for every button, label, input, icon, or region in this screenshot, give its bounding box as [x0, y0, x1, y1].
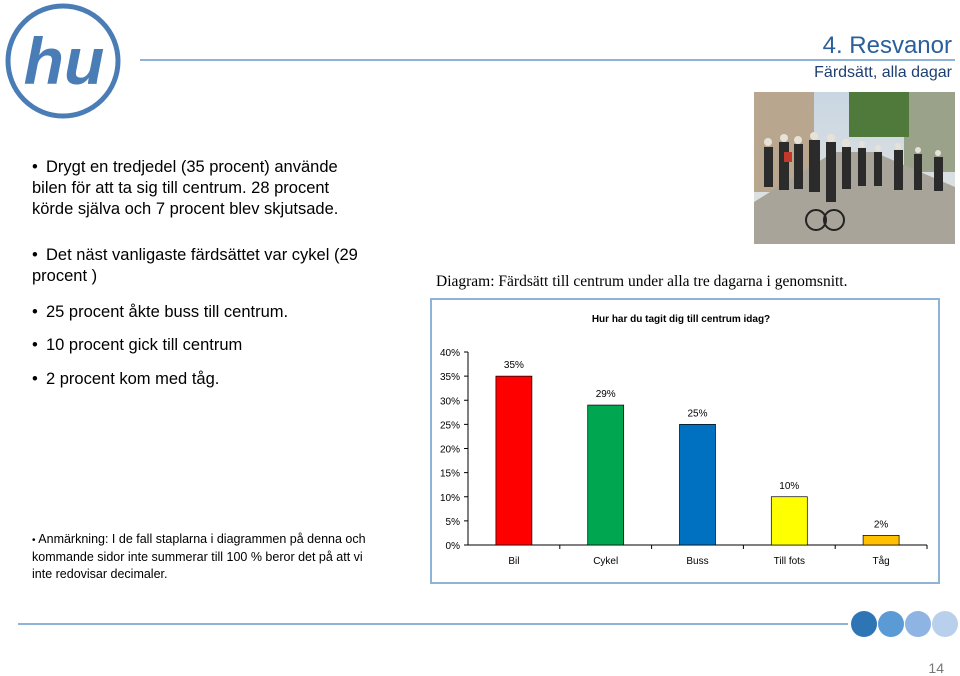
- footer-circle: [932, 611, 958, 637]
- section-title: 4. Resvanor: [822, 32, 952, 59]
- bullet-dot: •: [32, 158, 38, 176]
- footer-circle: [878, 611, 904, 637]
- y-tick-label: 5%: [445, 516, 460, 528]
- y-tick-label: 10%: [439, 492, 460, 504]
- footer-rule: [18, 623, 848, 625]
- x-tick-label: Bil: [508, 556, 520, 567]
- street-photo: [754, 92, 955, 244]
- bar: [680, 424, 716, 545]
- bar: [588, 405, 624, 545]
- y-tick-label: 25%: [439, 420, 460, 432]
- bullet-dot: •: [32, 303, 38, 321]
- section-subtitle: Färdsätt, alla dagar: [814, 64, 952, 81]
- bullet-dot: •: [32, 535, 39, 546]
- footer-circle: [851, 611, 877, 637]
- hu-logo: [4, 2, 122, 120]
- x-tick-label: Till fots: [773, 556, 805, 567]
- y-tick-label: 40%: [439, 348, 460, 359]
- bullet-train: • 2 procent kom med tåg.: [32, 370, 220, 388]
- bullet-dot: •: [32, 246, 38, 264]
- data-label: 35%: [503, 360, 524, 372]
- note: • Anmärkning: I de fall staplarna i diagrammen på denna och kommande sidor inte summerar till 100 % beror det på att vi inte redovisar decimaler.: [32, 532, 366, 581]
- data-label: 25%: [687, 408, 708, 420]
- svg-text:hu: hu: [23, 24, 105, 98]
- y-tick-label: 20%: [439, 444, 460, 456]
- bullet-walk: • 10 procent gick till centrum: [32, 336, 243, 354]
- chart-title: Hur har du tagit dig till centrum idag?: [591, 314, 771, 325]
- bullet-bus: • 25 procent åkte buss till centrum.: [32, 303, 289, 321]
- y-tick-label: 35%: [439, 372, 460, 384]
- diagram-caption: Diagram: Färdsätt till centrum under alla tre dagarna i genomsnitt.: [436, 273, 848, 290]
- bullet-car: • Drygt en tredjedel (35 procent) använde bilen för att ta sig till centrum. 28 procent körde själva och 7 procent blev skjutsade.: [32, 158, 339, 218]
- data-label: 10%: [779, 480, 800, 492]
- page-number: 14: [928, 660, 944, 676]
- bar: [771, 497, 807, 545]
- x-tick-label: Buss: [686, 556, 709, 567]
- bar-chart: [430, 298, 940, 584]
- data-label: 29%: [595, 389, 616, 401]
- bullet-dot: •: [32, 370, 38, 388]
- y-tick-label: 30%: [439, 396, 460, 408]
- bullet-dot: •: [32, 336, 38, 354]
- x-tick-label: Cykel: [593, 556, 619, 567]
- bullet-bicycle: • Det näst vanligaste färdsättet var cykel (29 procent ): [32, 246, 358, 285]
- y-tick-label: 15%: [439, 468, 460, 480]
- bar: [863, 535, 899, 545]
- data-label: 2%: [873, 519, 889, 531]
- y-tick-label: 0%: [445, 541, 460, 552]
- bar: [496, 376, 532, 545]
- x-tick-label: Tåg: [872, 556, 890, 567]
- footer-circle: [905, 611, 931, 637]
